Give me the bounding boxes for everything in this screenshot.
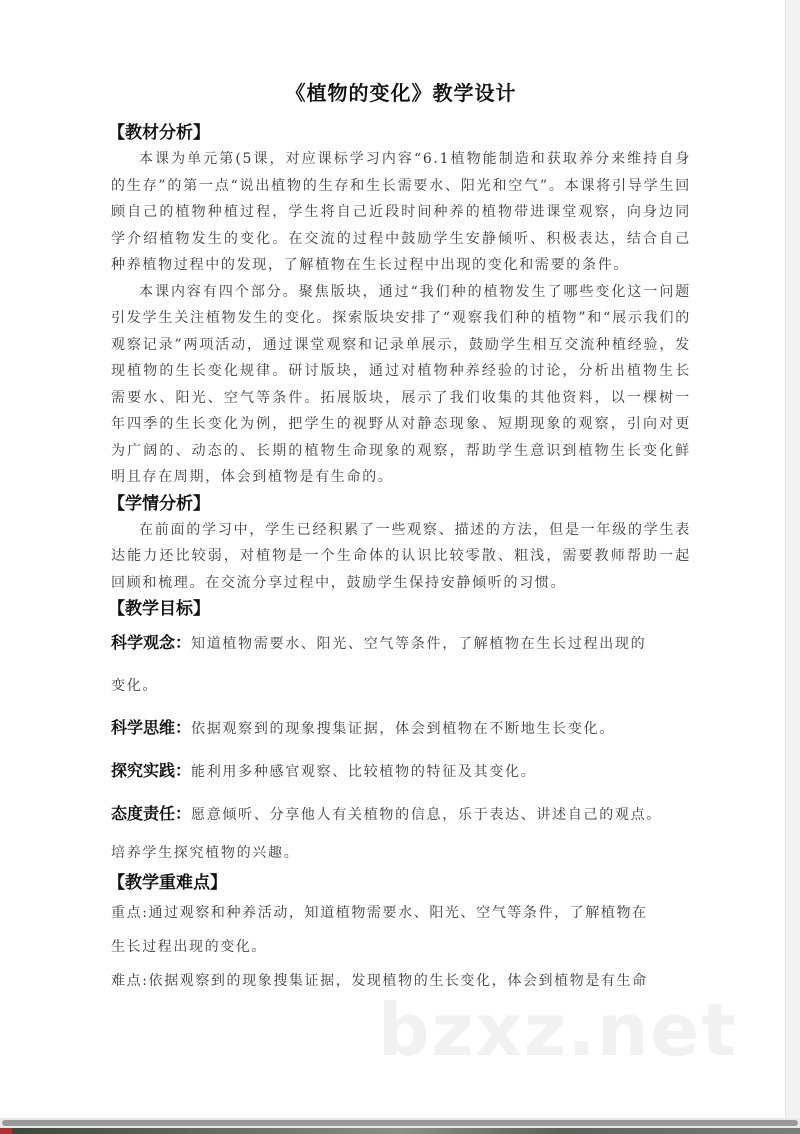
goal-science-concept [111,622,691,707]
watermark: bzxz.net [378,988,738,1072]
heading-student-analysis: 【学情分析】 [108,493,210,514]
heading-teaching-goals: 【教学目标】 [108,599,210,619]
heading-key-difficult-points: 【教学重难点】 [108,873,227,893]
document-content [108,78,691,998]
goal-text: 依据观察到的现象搜集证据，体会到植物在不断地生长变化。 [191,721,615,737]
goal-label: 探究实践： [111,761,192,780]
goal-continuation: 培养学生探究植物的兴趣。 [111,845,300,861]
goal-label: 科学观念： [111,633,192,652]
goal-text: 愿意倾听、分享他人有关植物的信息，乐于表达、讲述自己的观点。 [191,807,663,823]
horizontal-scrollbar[interactable] [0,1118,800,1128]
goal-attitude-responsibility [111,793,691,870]
student-analysis-paragraph: 在前面的学习中，学生已经积累了一些观察、描述的方法，但是一年级的学生表达能力还比较弱，对植物是一个生命体的认识比较零散、粗浅，需要教师帮助一起回顾和梳理。在交流分享过程中，鼓励学生保持安静倾听的习惯。 [111,521,691,591]
goal-inquiry-practice [111,750,691,793]
vertical-scrollbar-track[interactable] [785,0,800,1118]
next-page-image-strip [0,1128,800,1134]
key-point-line-1: 重点:通过观察和种养活动，知道植物需要水、阳光、空气等条件，了解植物在 [111,905,648,921]
goal-label: 态度责任： [111,804,192,823]
difficult-point-line-1: 难点:依据观察到的现象搜集证据，发现植物的生长变化，体会到植物是有生命 [111,973,648,989]
heading-textbook-analysis: 【教材分析】 [108,123,210,143]
document-title: 《植物的变化》教学设计 [285,81,517,105]
key-point-line-2: 生长过程出现的变化。 [111,939,267,955]
goal-text: 知道植物需要水、阳光、空气等条件，了解植物在生长过程出现的 [191,636,647,652]
goal-label: 科学思维： [111,718,192,737]
textbook-analysis-paragraph-2: 本课内容有四个部分。聚焦版块，通过“我们种的植物发生了哪些变化这一问题引发学生关注植物发生的变化。探索版块安排了“观察我们种的植物”和“展示我们的观察记录”两项活动，通过课堂观察和记录单展示，鼓励学生相互交流种植经验，发现植物的生长变化规律。研讨版块，通过对植物种养经验的讨论，分析出植物生长需要水、阳光、空气等条件。拓展版块，展示了我们收集的其他资料，以一棵树一年四季的生长变化为例，把学生的视野从对静态现象、短期现象的观察，引向对更为广阔的、动态的、长期的植物生命现象的观察，帮助学生意识到植物生长变化鲜明且存在周期，体会到植物是有生命的。 [111,283,691,485]
horizontal-scrollbar-thumb[interactable] [2,1120,798,1126]
goal-text: 能利用多种感官观察、比较植物的特征及其变化。 [191,764,537,780]
goal-science-thinking [111,707,691,750]
goal-continuation: 变化。 [111,678,159,694]
textbook-analysis-paragraph-1: 本课为单元第(5课，对应课标学习内容“6.1植物能制造和获取养分来维持自身的生存”的第一点“说出植物的生存和生长需要水、阳光和空气”。本课将引导学生回顾自己的植物种植过程，学生将自己近段时间种养的植物带进课堂观察，向身边同学介绍植物发生的变化。在交流的过程中鼓励学生安静倾听、积极表达，结合自己种养植物过程中的发现，了解植物在生长过程中出现的变化和需要的条件。 [111,151,691,273]
